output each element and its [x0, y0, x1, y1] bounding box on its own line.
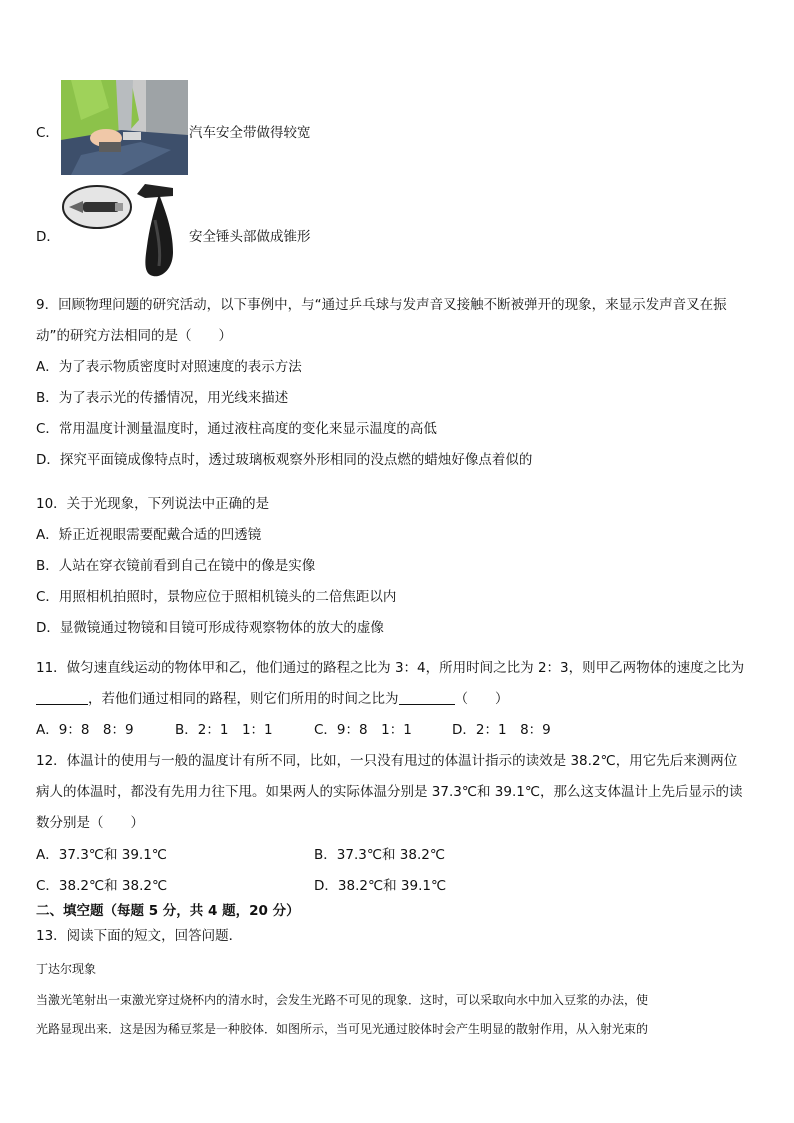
seatbelt-photo: [61, 80, 188, 175]
q9-option-a: A．为了表示物质密度时对照速度的表示方法: [36, 359, 302, 375]
q10-option-c: C．用照相机拍照时，景物应位于照相机镜头的二倍焦距以内: [36, 589, 397, 605]
safety-hammer-illustration: [61, 180, 189, 280]
q11-option-c: C．9：8 1：1: [314, 722, 412, 738]
q10-stem: 10．关于光现象，下列说法中正确的是: [36, 496, 270, 512]
q9-option-b: B．为了表示光的传播情况，用光线来描述: [36, 390, 289, 406]
safety-hammer-image: [61, 180, 189, 280]
q12-option-d: D．38.2℃和 39.1℃: [314, 878, 447, 894]
q11-option-d: D．2：1 8：9: [452, 722, 551, 738]
q11-option-b: B．2：1 1：1: [175, 722, 273, 738]
q11-stem-line-1: 11．做匀速直线运动的物体甲和乙，他们通过的路程之比为 3：4，所用时间之比为 2：3，则甲乙两物体的速度之比为: [36, 660, 745, 676]
q10-option-d: D．显微镜通过物镜和目镜可形成待观察物体的放大的虚像: [36, 620, 384, 636]
q10-option-a: A．矫正近视眼需要配戴合适的凹透镜: [36, 527, 262, 543]
option-c-label: C．: [36, 125, 59, 141]
option-d-text: 安全锤头部做成锥形: [189, 229, 311, 245]
q11-stem-line-2: [36, 687, 509, 707]
q12-stem-line-1: 12．体温计的使用与一般的温度计有所不同，比如，一只没有甩过的体温计指示的读效是 38.2℃，用它先后来测两位: [36, 753, 738, 769]
q9-option-c: C．常用温度计测量温度时，通过液柱高度的变化来显示温度的高低: [36, 421, 437, 437]
q11-blank-2[interactable]: [399, 690, 455, 705]
q11-stem-end: （ ）: [454, 691, 509, 707]
q12-option-c: C．38.2℃和 38.2℃: [36, 878, 168, 894]
section-heading-fill-in: 二、填空题（每题 5 分，共 4 题，20 分）: [36, 903, 300, 919]
q12-option-a: A．37.3℃和 39.1℃: [36, 847, 167, 863]
q11-option-a: A．9：8 8：9: [36, 722, 134, 738]
q11-blank-1[interactable]: [36, 690, 88, 705]
q12-option-b: B．37.3℃和 38.2℃: [314, 847, 445, 863]
q13-passage-line-1: 当激光笔射出一束激光穿过烧杯内的清水时，会发生光路不可见的现象．这时，可以采取向水中加入豆浆的办法，使: [36, 993, 649, 1007]
q11-stem-mid: ，若他们通过相同的路程，则它们所用的时间之比为: [88, 691, 399, 707]
q12-stem-line-3: 数分别是（ ）: [36, 815, 144, 831]
seatbelt-illustration: [61, 80, 188, 175]
q13-stem: 13．阅读下面的短文，回答问题．: [36, 928, 243, 944]
q12-stem-line-2: 病人的体温时，都没有先用力往下甩。如果两人的实际体温分别是 37.3℃和 39.1℃，那么这支体温计上先后显示的读: [36, 784, 743, 800]
option-d-label: D．: [36, 229, 60, 245]
q9-stem-line-1: 9．回顾物理问题的研究活动，以下事例中，与“通过乒乓球与发声音叉接触不断被弹开的现象，来显示发声音叉在振: [36, 297, 727, 313]
q13-passage-title: 丁达尔现象: [36, 962, 97, 976]
q9-stem-line-2: 动”的研究方法相同的是（ ）: [36, 328, 232, 344]
q13-passage-line-2: 光路显现出来．这是因为稀豆浆是一种胶体．如图所示，当可见光通过胶体时会产生明显的散射作用，从入射光束的: [36, 1022, 649, 1036]
option-c-text: 汽车安全带做得较宽: [189, 125, 311, 141]
q10-option-b: B．人站在穿衣镜前看到自己在镜中的像是实像: [36, 558, 316, 574]
q9-option-d: D．探究平面镜成像特点时，透过玻璃板观察外形相同的没点燃的蜡烛好像点着似的: [36, 452, 533, 468]
